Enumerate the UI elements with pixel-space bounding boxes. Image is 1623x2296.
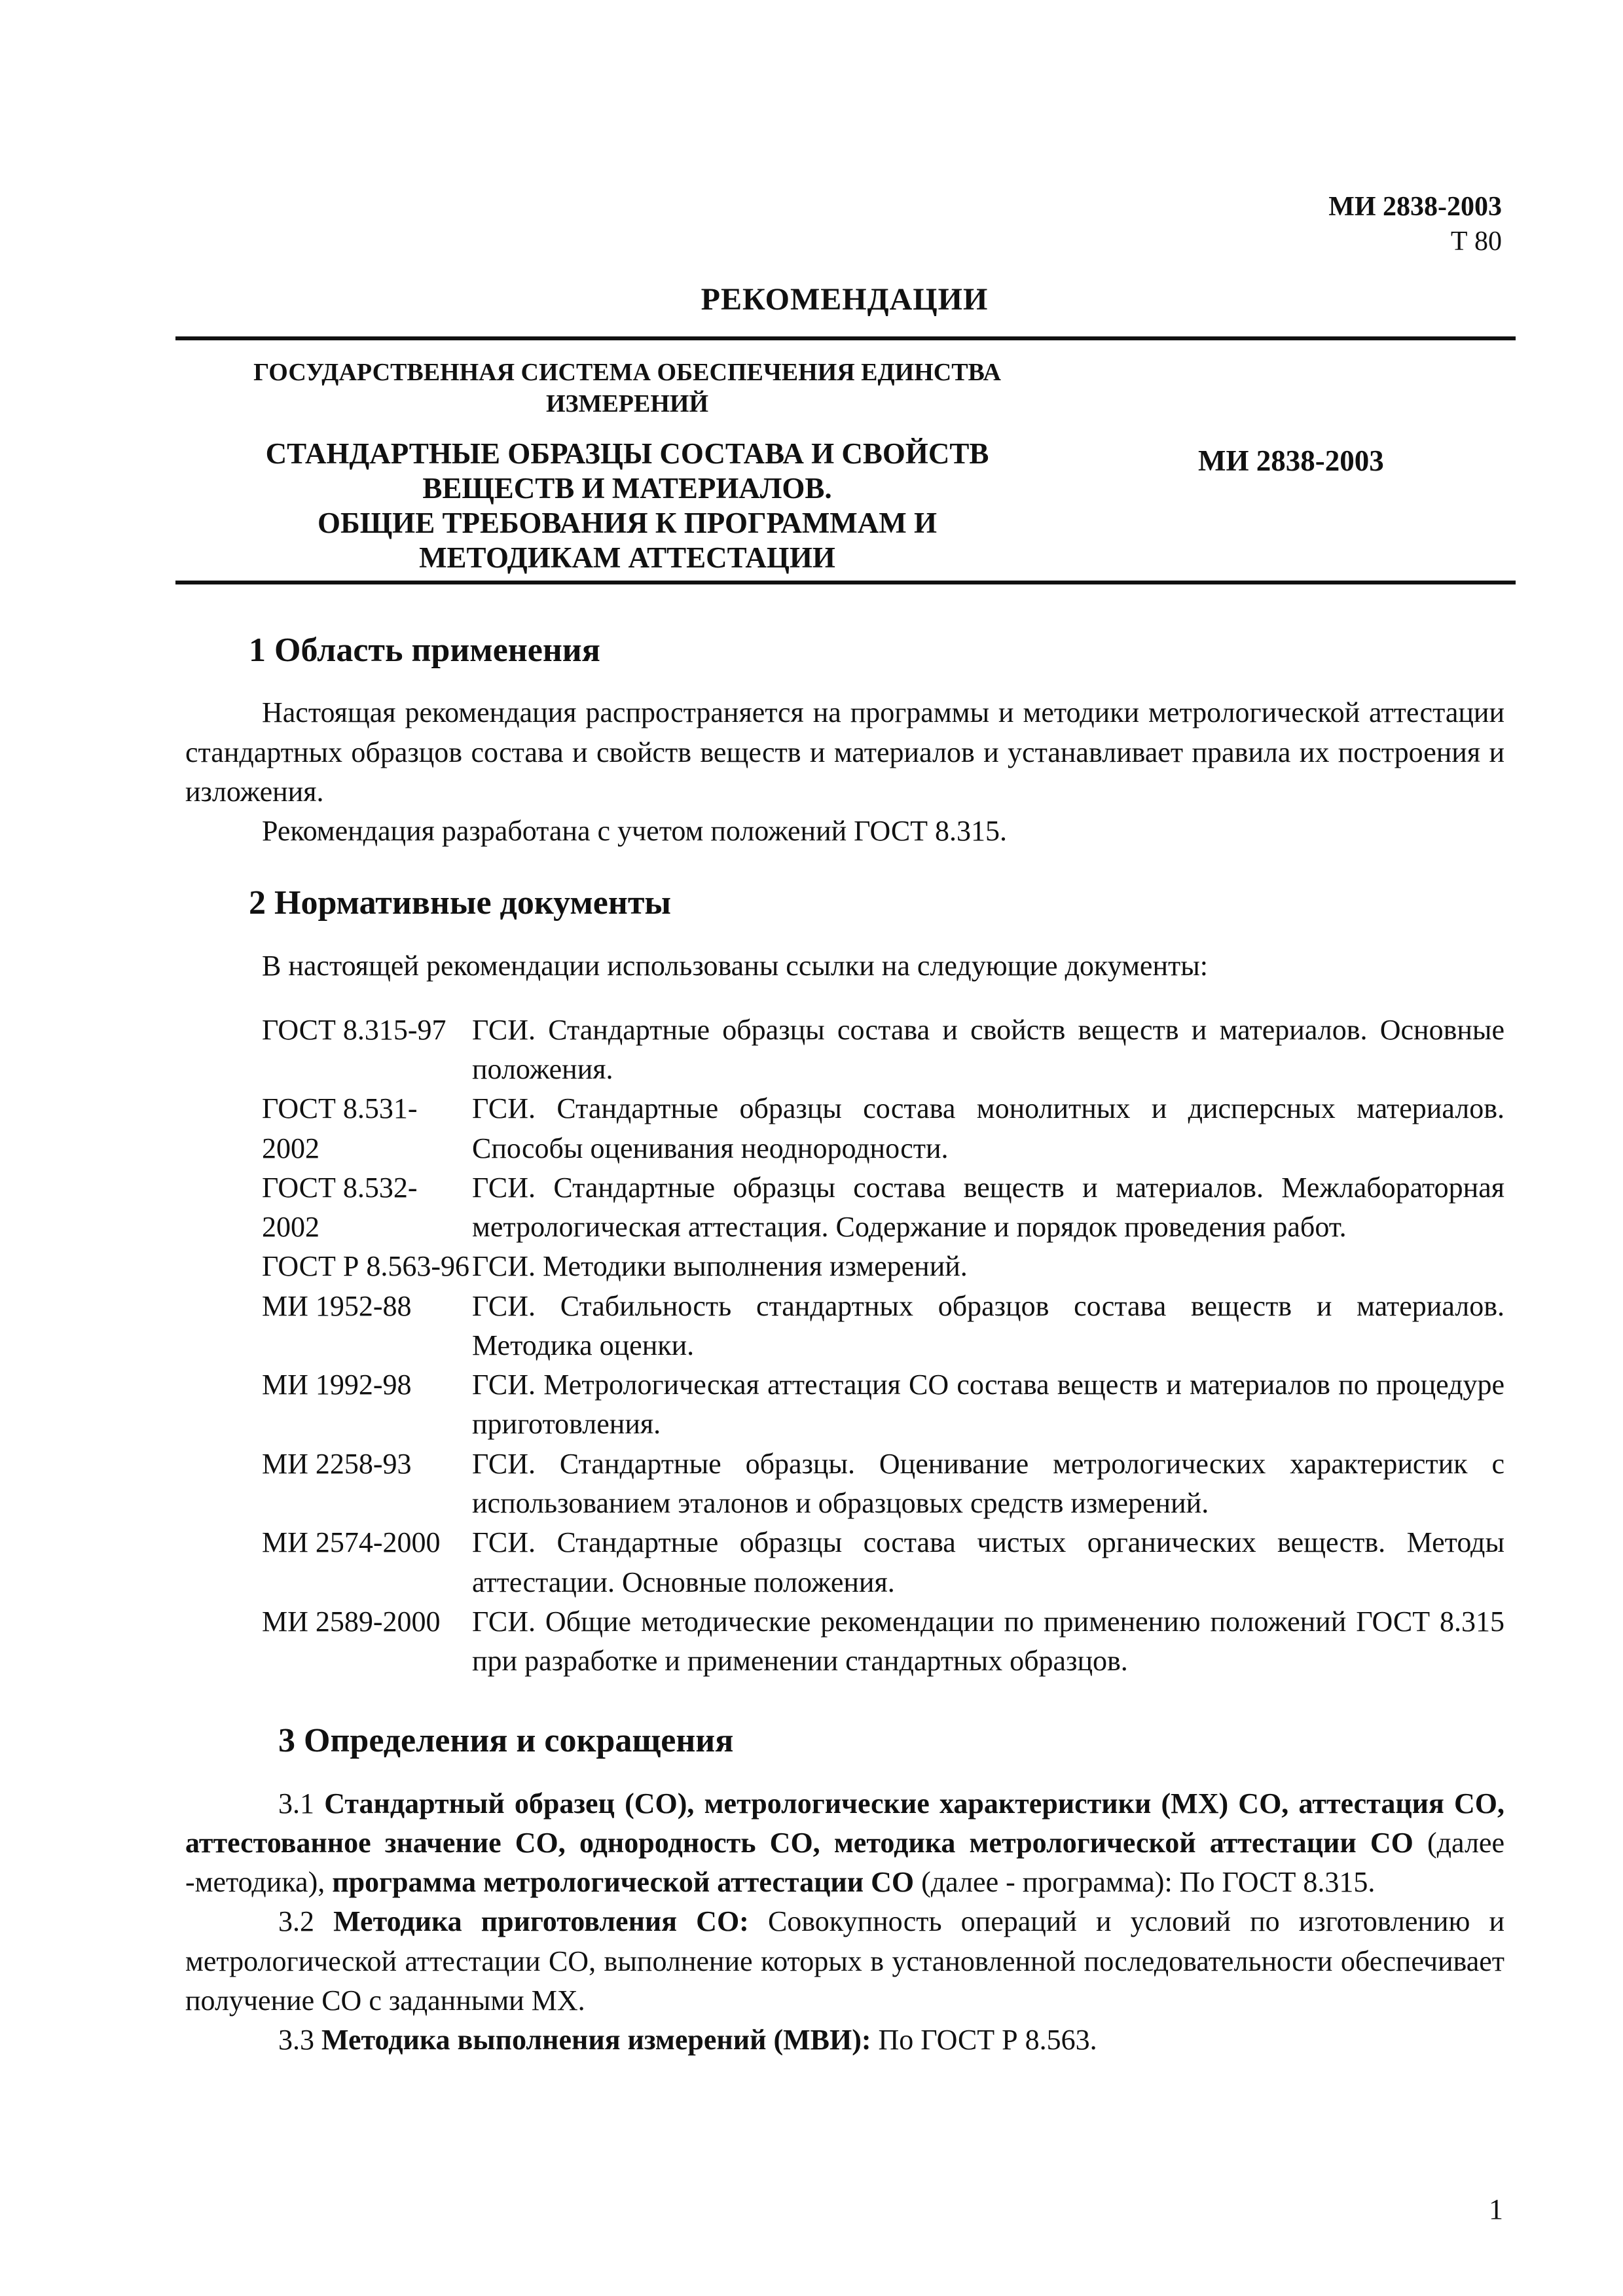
- reference-code: ГОСТ Р 8.563-96: [262, 1250, 470, 1283]
- main-title: [175, 437, 1079, 575]
- document-type-heading: РЕКОМЕНДАЦИИ: [701, 282, 989, 317]
- definition-note: (далее - программа): По ГОСТ 8.315.: [914, 1866, 1376, 1899]
- definition-number: 3.1: [278, 1787, 314, 1820]
- bottom-rule: [175, 581, 1516, 584]
- paragraph: Настоящая рекомендация распространяется на программы и методики метрологической аттестации стандартных образцов состава и свойств веществ и материалов и устанавливает правила их построения и изложения.: [185, 696, 1504, 808]
- reference-code: ГОСТ 8.532-2002: [262, 1171, 418, 1244]
- classifier-code: Т 80: [1450, 226, 1502, 257]
- reference-title: ГСИ. Общие методические рекомендации по применению положений ГОСТ 8.315 при разработке и применении стандартных образцов.: [472, 1605, 1504, 1677]
- reference-row: [185, 1247, 1504, 1286]
- page-number: 1: [1489, 2193, 1503, 2225]
- document-code-block: [1328, 190, 1502, 259]
- paragraph: Рекомендация разработана с учетом положений ГОСТ 8.315.: [262, 815, 1008, 848]
- references-list: [185, 1011, 1504, 1681]
- definition-terms: Стандартный образец (СО), метрологические характеристики (МХ) СО, аттестация СО, аттестованное значение СО, однородность СО, методика метрологической аттестации СО: [185, 1787, 1505, 1859]
- reference-title: ГСИ. Метрологическая аттестация СО состава веществ и материалов по процедуре приготовления.: [472, 1369, 1504, 1441]
- reference-title: ГСИ. Стабильность стандартных образцов состава веществ и материалов. Методика оценки.: [472, 1289, 1504, 1361]
- document-body: [185, 627, 1504, 2060]
- reference-title: ГСИ. Стандартные образцы состава чистых органических веществ. Методы аттестации. Основные положения.: [472, 1526, 1504, 1598]
- reference-title: ГСИ. Методики выполнения измерений.: [472, 1250, 968, 1283]
- reference-title: ГСИ. Стандартные образцы состава и свойств веществ и материалов. Основные положения.: [472, 1013, 1504, 1086]
- reference-title: ГСИ. Стандартные образцы состава монолитных и дисперсных материалов. Способы оценивания неоднородности.: [472, 1092, 1504, 1164]
- reference-title: ГСИ. Стандартные образцы состава веществ и материалов. Межлабораторная метрологическая аттестация. Содержание и порядок проведения работ.: [472, 1171, 1504, 1244]
- definition-note: (далее -методика),: [185, 1826, 1504, 1899]
- definition-item: [185, 1784, 1504, 1903]
- document-code: МИ 2838-2003: [1328, 192, 1502, 222]
- section-title: 3 Определения и сокращения: [278, 1722, 734, 1760]
- reference-row: [185, 1523, 1504, 1602]
- section-normative-documents: [185, 880, 1504, 1681]
- reference-code: МИ 1992-98: [262, 1369, 412, 1401]
- reference-code: МИ 2574-2000: [262, 1526, 441, 1559]
- definition-item: [185, 1902, 1504, 2020]
- definition-number: 3.3: [278, 2024, 314, 2056]
- reference-code: МИ 1952-88: [262, 1289, 412, 1322]
- reference-row: [185, 1602, 1504, 1681]
- definition-term: Методика приготовления СО:: [333, 1905, 749, 1938]
- definition-text: По ГОСТ Р 8.563.: [871, 2024, 1097, 2056]
- reference-title: ГСИ. Стандартные образцы. Оценивание метрологических характеристик с использованием эталонов и образцовых средств измерений.: [472, 1447, 1504, 1519]
- reference-row: [185, 1089, 1504, 1168]
- title-block: [175, 357, 1079, 575]
- reference-code: ГОСТ 8.315-97: [262, 1013, 447, 1046]
- series-title: ГОСУДАРСТВЕННАЯ СИСТЕМА ОБЕСПЕЧЕНИЯ ЕДИНСТВА ИЗМЕРЕНИЙ: [253, 359, 1001, 418]
- section-title: 2 Нормативные документы: [249, 884, 671, 922]
- main-title-line: ВЕЩЕСТВ И МАТЕРИАЛОВ.: [422, 472, 832, 505]
- main-title-line: ОБЩИЕ ТРЕБОВАНИЯ К ПРОГРАММАМ И: [318, 507, 937, 540]
- reference-row: [185, 1287, 1504, 1366]
- definition-number: 3.2: [278, 1905, 314, 1938]
- definition-item: [185, 2020, 1504, 2060]
- definition-text: Совокупность операций и условий по изготовлению и метрологической аттестации СО, выполнение которых в установленной последовательности обеспечивает получение СО с заданными МХ.: [185, 1905, 1505, 2017]
- top-rule: [175, 336, 1516, 340]
- title-block-code: МИ 2838-2003: [1198, 444, 1384, 477]
- section-title: 1 Область применения: [249, 632, 600, 669]
- reference-row: [185, 1168, 1504, 1247]
- main-title-line: МЕТОДИКАМ АТТЕСТАЦИИ: [419, 541, 835, 575]
- reference-code: МИ 2258-93: [262, 1447, 412, 1480]
- reference-code: МИ 2589-2000: [262, 1605, 441, 1638]
- reference-row: [185, 1365, 1504, 1444]
- section-scope: [185, 627, 1504, 851]
- definition-terms: программа метрологической аттестации СО: [332, 1866, 915, 1899]
- reference-row: [185, 1444, 1504, 1524]
- reference-code: ГОСТ 8.531-2002: [262, 1092, 418, 1164]
- definition-term: Методика выполнения измерений (МВИ):: [321, 2024, 871, 2056]
- reference-row: [185, 1011, 1504, 1090]
- paragraph: В настоящей рекомендации использованы ссылки на следующие документы:: [262, 949, 1209, 982]
- section-definitions: [185, 1717, 1504, 2060]
- main-title-line: СТАНДАРТНЫЕ ОБРАЗЦЫ СОСТАВА И СВОЙСТВ: [265, 437, 989, 470]
